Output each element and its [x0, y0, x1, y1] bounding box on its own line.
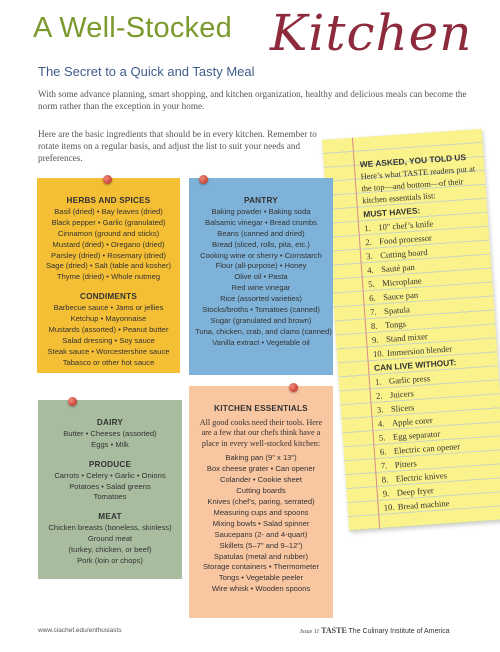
kitchen-essentials-list	[195, 453, 327, 595]
list-number: 8.	[370, 320, 378, 332]
condiment-item: Barbecue sauce • Jams or jellies	[53, 303, 164, 313]
kitchen-essentials-intro: All good cooks need their tools. Here are a few that our chefs think have a place in every well-stocked kitchen:	[199, 417, 323, 448]
pantry-card	[189, 178, 333, 375]
dairy-list	[44, 429, 176, 451]
list-number: 2.	[375, 390, 383, 401]
can-live-without-item-label: Slicers	[390, 402, 415, 414]
pantry-item: Flour (all-purpose) • Honey	[215, 261, 307, 271]
list-number: 5.	[367, 278, 375, 290]
produce-item: Tomatoes	[93, 492, 127, 502]
list-number: 9.	[371, 334, 379, 345]
intro-paragraph-2: Here are the basic ingredients that should be in every kitchen. Remember to rotate items on a regular basis, and adjust the list to suit your needs and preferences.	[38, 129, 317, 163]
can-live-without-item-label: Electric knives	[395, 470, 448, 484]
pushpin-icon	[68, 397, 77, 406]
must-have-item-label: Microplane	[381, 275, 423, 289]
kitchen-essential-item: Knives (chef’s, paring, serrated)	[207, 497, 315, 507]
herb-item: Mustard (dried) • Oregano (dried)	[52, 239, 165, 249]
must-have-item-label: Tongs	[384, 318, 407, 331]
kitchen-essential-item: Baking pan (9" x 13")	[225, 453, 297, 463]
condiment-item: Tabasco or other hot sauce	[62, 357, 155, 367]
list-number: 9.	[382, 488, 390, 499]
dairy-item: Eggs • Milk	[91, 439, 129, 449]
kitchen-essential-item: Tongs • Vegetable peeler	[218, 573, 304, 583]
herbs-list	[43, 207, 174, 283]
can-live-without-item-label: Deep fryer	[396, 485, 435, 498]
title-part-1: A Well-Stocked	[33, 12, 232, 44]
produce-item: Potatoes • Salad greens	[69, 481, 151, 491]
must-have-item-label: Sauce pan	[382, 289, 419, 303]
list-number: 1.	[374, 376, 382, 387]
pantry-item: Rice (assorted varieties)	[220, 294, 302, 304]
kitchen-essential-item: Storage containers • Thermometer	[202, 562, 320, 572]
kitchen-essentials-card	[189, 386, 333, 618]
must-have-item-label: Spatula	[383, 304, 411, 317]
must-have-item-label: Immersion blender	[386, 343, 453, 358]
footer-publisher: The Culinary Institute of America	[348, 628, 450, 635]
herb-item: Parsley (dried) • Rosemary (dried)	[51, 250, 166, 260]
list-number: 4.	[377, 418, 385, 429]
pantry-item: Balsamic vinegar • Bread crumbs	[205, 217, 317, 227]
meat-list	[44, 523, 176, 567]
notepad-heading: WE ASKED, YOU TOLD US	[359, 152, 467, 170]
condiments-heading: CONDIMENTS	[79, 292, 138, 302]
list-number: 6.	[379, 446, 387, 457]
pantry-item: Red wine vinegar	[231, 283, 291, 293]
pantry-list	[195, 206, 332, 349]
condiment-item: Steak sauce • Worcestershire sauce	[47, 346, 170, 356]
can-live-without-item-label: Apple corer	[391, 414, 433, 428]
subtitle: The Secret to a Quick and Tasty Meal	[38, 64, 255, 79]
kitchen-essentials-heading: KITCHEN ESSENTIALS	[214, 404, 308, 413]
must-haves-label: MUST HAVES:	[362, 205, 421, 220]
pantry-heading: PANTRY	[244, 196, 278, 205]
can-live-without-item-label: Juicers	[389, 388, 415, 400]
can-live-without-item-label: Bread machine	[397, 498, 450, 512]
dairy-heading: DAIRY	[96, 418, 124, 427]
must-haves-list	[364, 213, 491, 361]
list-number: 8.	[381, 474, 389, 485]
condiment-item: Salad dressing • Soy sauce	[62, 335, 155, 345]
list-number: 3.	[365, 250, 373, 262]
pantry-item: Stocks/broths • Tomatoes (canned)	[202, 305, 320, 315]
list-number: 10.	[372, 348, 385, 359]
condiment-item: Mustards (assorted) • Peanut butter	[48, 324, 169, 334]
must-have-item-label: Cutting board	[379, 246, 428, 261]
herbs-condiments-card	[37, 178, 180, 373]
kitchen-essential-item: Cutting boards	[236, 486, 286, 496]
meat-item: Pork (loin or chops)	[77, 555, 143, 565]
produce-list	[44, 471, 176, 504]
pantry-item: Beans (canned and dried)	[217, 228, 305, 238]
pushpin-icon	[199, 175, 208, 184]
list-number: 10.	[383, 501, 395, 513]
footer-magazine: TASTE	[321, 626, 347, 635]
list-number: 1.	[363, 222, 372, 234]
herb-item: Thyme (dried) • Whole nutmeg	[56, 272, 161, 282]
kitchen-essential-item: Wire whisk • Wooden spoons	[211, 584, 311, 594]
list-number: 2.	[364, 236, 373, 248]
produce-item: Carrots • Celery • Garlic • Onions	[54, 470, 166, 480]
must-have-item-label: Sauté pan	[380, 261, 416, 275]
pushpin-icon	[289, 383, 298, 392]
title-part-2: Kitchen	[270, 4, 473, 62]
meat-item: Chicken breasts (boneless, skinless)	[48, 523, 172, 533]
kitchen-essential-item: Mixing bowls • Salad spinner	[212, 518, 310, 528]
must-have-item-label: 10" chef’s knife	[377, 218, 434, 233]
list-number: 5.	[378, 432, 386, 443]
footer-credit	[300, 626, 450, 635]
pantry-item: Cooking wine or sherry • Cornstarch	[200, 250, 322, 260]
herb-item: Cinnamon (ground and sticks)	[57, 228, 160, 238]
dairy-produce-meat-card	[38, 400, 182, 579]
list-number: 3.	[376, 404, 384, 415]
kitchen-essential-item: Measuring cups and spoons	[213, 507, 309, 517]
can-live-without-item-label: Egg separator	[392, 428, 441, 442]
meat-heading: MEAT	[98, 512, 122, 522]
pantry-item: Sugar (granulated and brown)	[210, 315, 312, 325]
condiments-list	[43, 303, 174, 368]
footer-issue: Issue 11	[300, 629, 320, 635]
herb-item: Sage (dried) • Salt (table and kosher)	[45, 261, 172, 271]
list-number: 4.	[366, 264, 374, 276]
must-have-item-label: Stand mixer	[385, 331, 429, 345]
footer-url[interactable]: www.ciachef.edu/enthusiasts	[38, 627, 122, 634]
pantry-item: Bread (sliced, rolls, pita, etc.)	[212, 239, 310, 249]
can-live-without-item-label: Electric can opener	[393, 441, 461, 456]
can-live-without-label: CAN LIVE WITHOUT:	[373, 357, 457, 373]
kitchen-essential-item: Skillets (5–7" and 9–12")	[219, 540, 303, 550]
kitchen-essential-item: Spatulas (metal and rubber)	[213, 551, 309, 561]
produce-heading: PRODUCE	[88, 459, 132, 469]
kitchen-essential-item: Colander • Cookie sheet	[219, 475, 303, 485]
kitchen-essential-item: Saucepans (2- and 4-quart)	[214, 529, 308, 539]
kitchen-essential-item: Box cheese grater • Can opener	[206, 464, 316, 474]
meat-item: (turkey, chicken, or beef)	[68, 545, 152, 555]
intro-paragraph-1: With some advance planning, smart shopping, and kitchen organization, healthy and delicious meals can become the norm rather than the exception in your home.	[38, 89, 467, 111]
list-number: 6.	[368, 292, 376, 304]
list-number: 7.	[369, 306, 377, 318]
can-live-without-list	[375, 367, 500, 515]
pantry-item: Vanilla extract • Vegetable oil	[212, 337, 310, 347]
reader-survey-notepad	[322, 129, 500, 531]
pantry-item: Olive oil • Pasta	[234, 272, 288, 282]
pantry-item: Baking powder • Baking soda	[211, 206, 311, 216]
herb-item: Basil (dried) • Bay leaves (dried)	[54, 206, 163, 216]
notepad-intro: Here’s what TASTE readers put at the top—and bottom—of their kitchen essentials list:	[360, 164, 476, 206]
condiment-item: Ketchup • Mayonnaise	[70, 314, 147, 324]
can-live-without-item-label: Pitters	[394, 458, 418, 470]
can-live-without-item-label: Garlic press	[388, 373, 431, 386]
meat-item: Ground meat	[87, 534, 133, 544]
must-have-item-label: Food processor	[378, 232, 433, 247]
pushpin-icon	[103, 175, 112, 184]
pantry-item: Tuna, chicken, crab, and clams (canned)	[195, 326, 332, 336]
list-number: 7.	[380, 460, 388, 471]
dairy-item: Butter • Cheeses (assorted)	[63, 428, 157, 438]
herbs-heading: HERBS AND SPICES	[66, 196, 151, 205]
herb-item: Black pepper • Garlic (granulated)	[51, 217, 166, 227]
